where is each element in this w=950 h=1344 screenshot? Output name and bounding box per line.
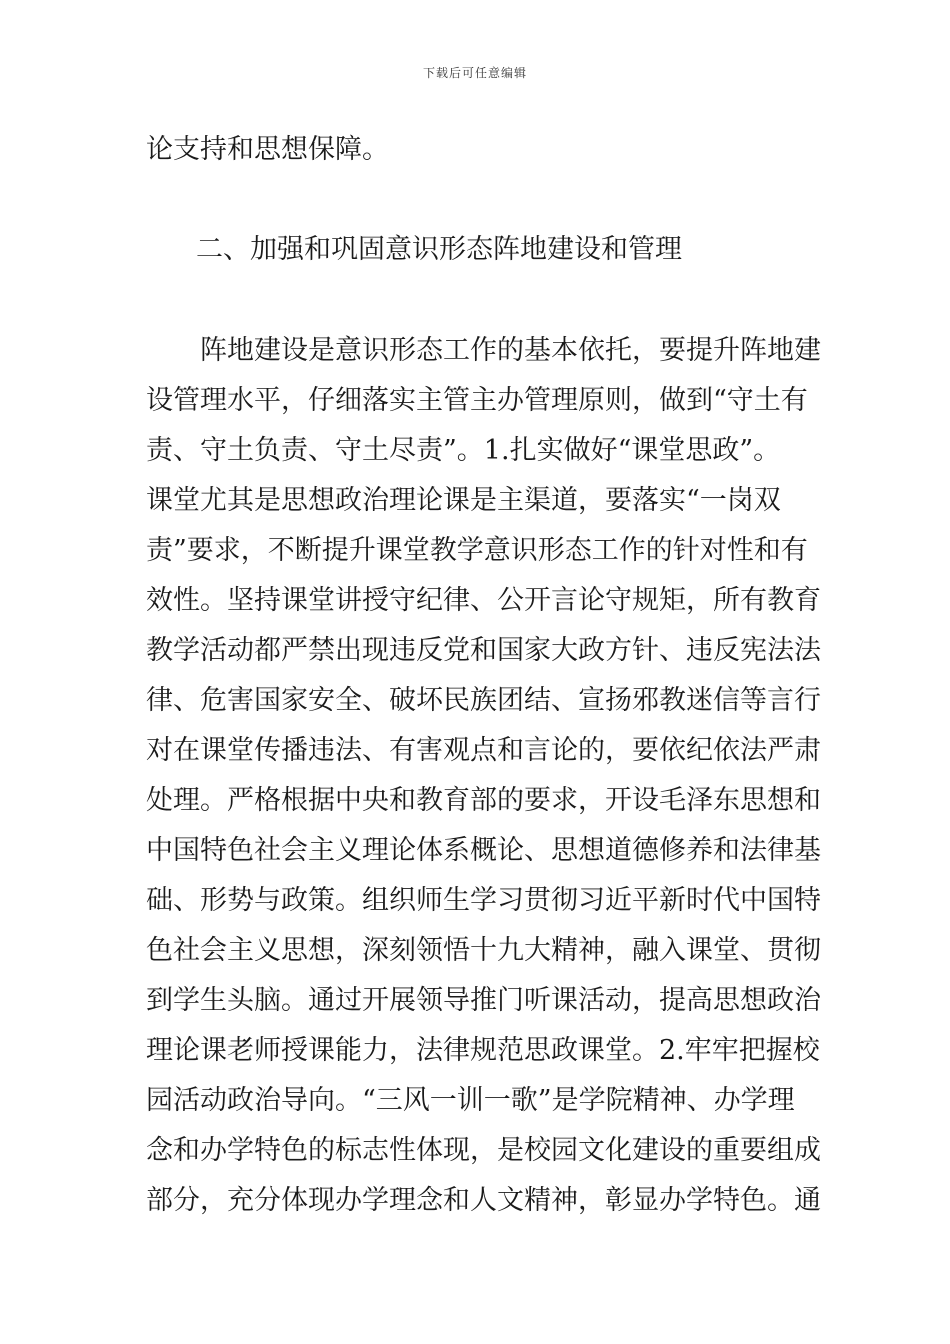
paragraph-line: 中国特色社会主义理论体系概论、思想道德修养和法律基 bbox=[146, 835, 821, 866]
paragraph-line: 园活动政治导向。“三风一训一歌”是学院精神、办学理 bbox=[146, 1085, 795, 1116]
paragraph-line: 设管理水平，仔细落实主管主办管理原则，做到“守土有 bbox=[146, 385, 808, 416]
paragraph-line: 效性。坚持课堂讲授守纪律、公开言论守规矩，所有教育 bbox=[146, 585, 821, 616]
paragraph-line: 础、形势与政策。组织师生学习贯彻习近平新时代中国特 bbox=[146, 885, 821, 916]
paragraph-line: 色社会主义思想，深刻领悟十九大精神，融入课堂、贯彻 bbox=[146, 935, 821, 966]
section-heading: 二、加强和巩固意识形态阵地建设和管理 bbox=[196, 234, 682, 265]
paragraph-line: 对在课堂传播违法、有害观点和言论的，要依纪依法严肃 bbox=[146, 735, 821, 766]
paragraph-line: 部分，充分体现办学理念和人文精神，彰显办学特色。通 bbox=[146, 1185, 821, 1216]
paragraph-line: 念和办学特色的标志性体现，是校园文化建设的重要组成 bbox=[146, 1135, 821, 1166]
page-header: 下载后可任意编辑 bbox=[422, 66, 527, 80]
paragraph-line: 理论课老师授课能力，法律规范思政课堂。2.牢牢把握校 bbox=[146, 1035, 820, 1066]
paragraph-line: 处理。严格根据中央和教育部的要求，开设毛泽东思想和 bbox=[146, 785, 821, 816]
continuation-line: 论支持和思想保障。 bbox=[146, 134, 389, 165]
paragraph-line: 责、守土负责、守土尽责”。1.扎实做好“课堂思政”。 bbox=[146, 435, 781, 466]
paragraph-line: 到学生头脑。通过开展领导推门听课活动，提高思想政治 bbox=[146, 985, 821, 1016]
paragraph-line: 教学活动都严禁出现违反党和国家大政方针、违反宪法法 bbox=[146, 635, 821, 666]
paragraph-line: 课堂尤其是思想政治理论课是主渠道，要落实“一岗双 bbox=[146, 485, 781, 516]
paragraph-line: 阵地建设是意识形态工作的基本依托，要提升阵地建 bbox=[146, 335, 821, 366]
paragraph-line: 律、危害国家安全、破坏民族团结、宣扬邪教迷信等言行 bbox=[146, 685, 821, 716]
paragraph-line: 责”要求，不断提升课堂教学意识形态工作的针对性和有 bbox=[146, 535, 808, 566]
